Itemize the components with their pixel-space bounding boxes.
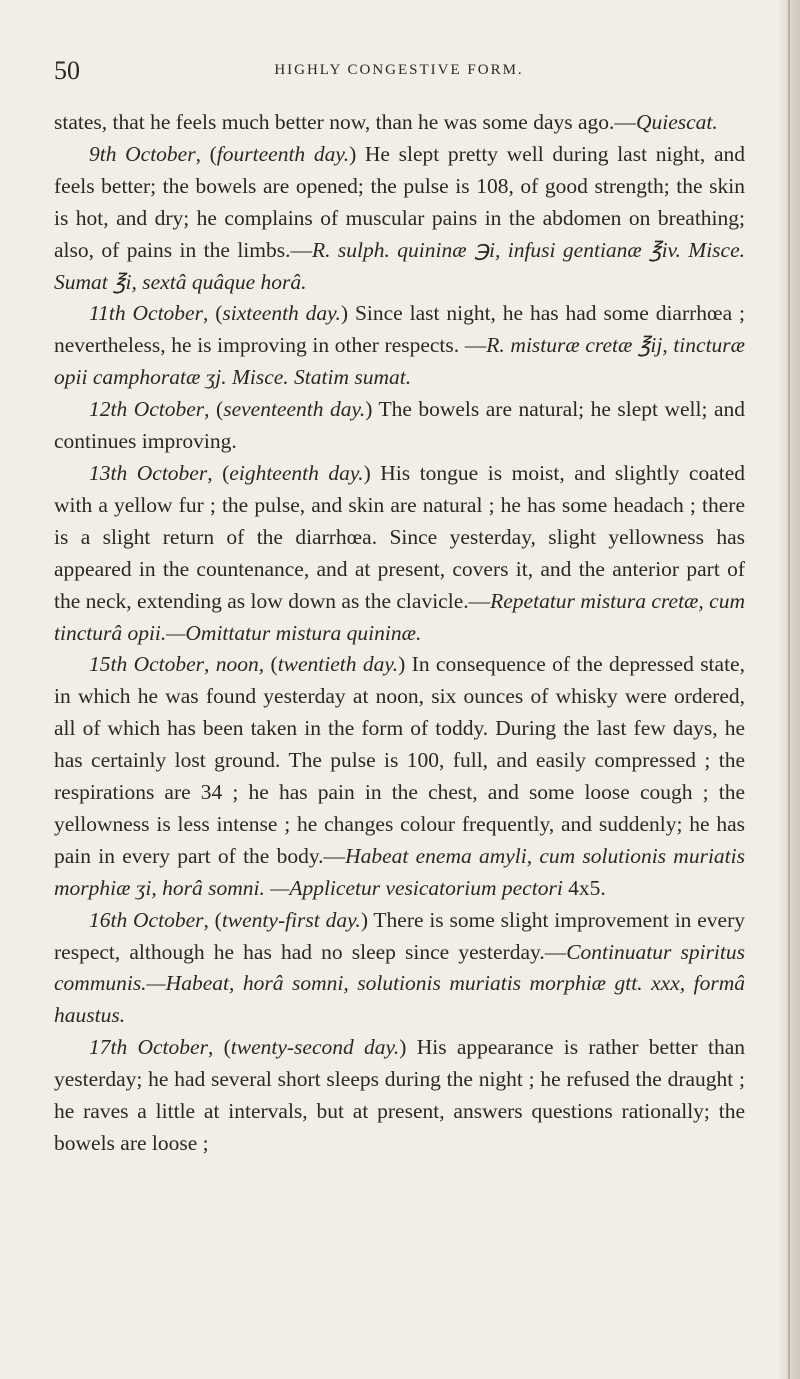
- entry-date: 13th October: [89, 460, 208, 485]
- entry-day: seventeenth day.: [223, 397, 366, 422]
- latin-prescription: Quiescat.: [635, 110, 718, 134]
- latin-prescription: Repetatur mistura cretæ, cum tincturâ opii.—Omittatur mistura quininæ.: [54, 588, 746, 645]
- entry-day: fourteenth day.: [216, 141, 350, 166]
- entry-day: twentieth day.: [277, 652, 399, 677]
- entry-date: 11th October: [89, 301, 203, 326]
- entry-date: 17th October: [89, 1035, 208, 1060]
- entry-15th-october: 15th October, noon, (twentieth day.) In consequence of the depressed state, in which he was found yesterday at noon, six ounces of whisky were ordered, all of which has been taken in the form of toddy. During the last few days, he has certainly lost ground. The pulse is 100, full, and easily compressed ; the respirations are 34 ; he has pain in the chest, and some loose cough ; the yellowness is less intense ; he changes colour frequently, and suddenly; he has pain in every part of the body.—Habeat enema amyli, cum solutionis muriatis morphiæ ʒi, horâ somni. —Applicetur vesicatorium pectori 4x5.: [54, 652, 745, 900]
- entry-13th-october: 13th October, (eighteenth day.) His tongue is moist, and slightly coated with a yellow fur ; the pulse, and skin are natural ; he has some headach ; there is a slight return of the diarrhœa. Since yesterday, slight yellowness has appeared in the countenance, and at present, covers it, and the anterior part of the neck, extending as low down as the clavicle.—Repetatur mistura cretæ, cum tincturâ opii.—Omittatur mistura quininæ.: [54, 460, 746, 645]
- entry-time: noon: [215, 652, 259, 677]
- latin-prescription: Continuatur spiritus communis.—Habeat, horâ somni, solutionis muriatis morphiæ gtt. xxx, formâ haustus.: [54, 939, 745, 1028]
- entry-day: eighteenth day.: [229, 460, 364, 485]
- entry-day: twenty-first day.: [221, 907, 361, 932]
- entry-date: 9th October: [89, 141, 196, 166]
- page-header: [54, 56, 744, 86]
- entry-16th-october: 16th October, (twenty-first day.) There is some slight improvement in every respect, although he has had no sleep since yesterday.—Continuatur spiritus communis.—Habeat, horâ somni, solutionis muriatis morphiæ gtt. xxx, formâ haustus.: [54, 907, 745, 1028]
- page-number: 50: [54, 56, 80, 85]
- latin-prescription: Habeat enema amyli, cum solutionis muriatis morphiæ ʒi, horâ somni. —Applicetur vesicatorium pectori: [54, 843, 745, 900]
- entry-9th-october: 9th October, (fourteenth day.) He slept pretty well during last night, and feels better; the bowels are opened; the pulse is 108, of good strength; the skin is hot, and dry; he complains of muscular pains in the abdomen on breathing; also, of pains in the limbs.—R. sulph. quininæ ℈i, infusi gentianæ ℥iv. Misce. Sumat ℥i, sextâ quâque horâ.: [54, 141, 745, 294]
- entry-11th-october: 11th October, (sixteenth day.) Since last night, he has had some diarrhœa ; nevertheless, he is improving in other respects. —R. misturæ cretæ ℥ij, tincturæ opii camphoratæ ʒj. Misce. Statim sumat.: [54, 301, 746, 390]
- running-head: HIGHLY CONGESTIVE FORM.: [274, 62, 524, 78]
- entry-12th-october: 12th October, (seventeenth day.) The bowels are natural; he slept well; and continues improving.: [54, 397, 746, 454]
- entry-date: 16th October: [89, 907, 204, 932]
- paragraph-continuation: states, that he feels much better now, than he was some days ago.—Quiescat.: [54, 110, 718, 134]
- latin-prescription: R. misturæ cretæ ℥ij, tincturæ opii camphoratæ ʒj. Misce. Statim sumat.: [54, 333, 746, 390]
- entry-17th-october: 17th October, (twenty-second day.) His appearance is rather better than yesterday; he had several short sleeps during the night ; he refused the draught ; he raves a little at intervals, but at present, answers questions rationally; the bowels are loose ;: [54, 1035, 745, 1155]
- entry-date: 12th October: [89, 397, 205, 422]
- page-edge-line: [788, 0, 790, 1379]
- latin-prescription: R. sulph. quininæ ℈i, infusi gentianæ ℥iv. Misce. Sumat ℥i, sextâ quâque horâ.: [54, 237, 745, 294]
- entry-date: 15th October: [89, 652, 205, 677]
- body-text: [54, 107, 745, 1160]
- entry-day: twenty-second day.: [230, 1035, 400, 1060]
- entry-day: sixteenth day.: [222, 301, 341, 326]
